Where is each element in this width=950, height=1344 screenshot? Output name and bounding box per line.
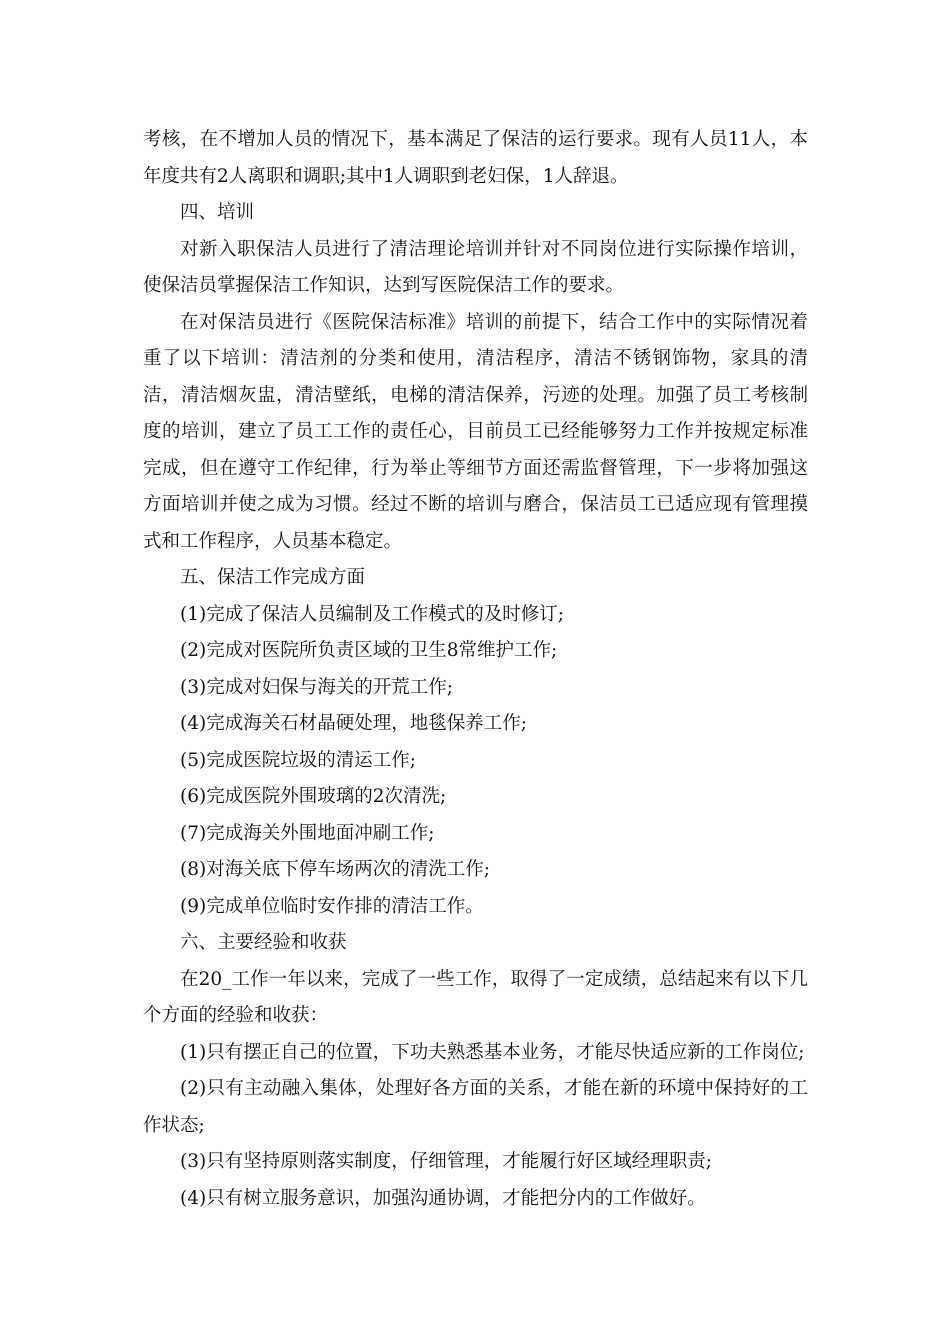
list-item: (3)只有坚持原则落实制度，仔细管理，才能履行好区域经理职责; [180, 1151, 712, 1172]
paragraph-experience-intro: 在20_工作一年以来，完成了一些工作，取得了一定成绩，总结起来有以下几个方面的经验和收获： [143, 968, 808, 1026]
section-heading-cleaning-work: 五、保洁工作完成方面 [180, 567, 366, 588]
list-item: (6)完成医院外围玻璃的2次清洗; [180, 786, 447, 807]
list-item: (9)完成单位临时安作排的清洁工作。 [180, 895, 484, 917]
list-item: (4)完成海关石材晶硬处理，地毯保养工作; [180, 713, 527, 734]
list-item: (1)完成了保洁人员编制及工作模式的及时修订; [180, 603, 564, 625]
paragraph-training-details: 在对保洁员进行《医院保洁标准》培训的前提下，结合工作中的实际情况着重了以下培训：清洁剂的分类和使用，清洁程序，清洁不锈钢饰物，家具的清洁，清洁烟灰盅，清洁壁纸，电梯的清洁保养，污迹的处理。加强了员工考核制度的培训，建立了员工工作的责任心，目前员工已经能够努力工作并按规定标准完成，但在遵守工作纪律，行为举止等细节方面还需监督管理，下一步将加强这方面培训并使之成为习惯。经过不断的培训与磨合，保洁员工已适应现有管理摸式和工作程序，人员基本稳定。 [143, 311, 808, 552]
section-heading-training: 四、培训 [180, 202, 255, 223]
section-heading-experience: 六、主要经验和收获 [180, 932, 347, 953]
list-item: (1)只有摆正自己的位置，下功夫熟悉基本业务，才能尽快适应新的工作岗位; [180, 1041, 805, 1063]
paragraph-continued-staffing: 考核，在不增加人员的情况下，基本满足了保洁的运行要求。现有人员11人，本年度共有2人离职和调职;其中1人调职到老妇保，1人辞退。 [143, 129, 808, 187]
list-item: (2)只有主动融入集体，处理好各方面的关系，才能在新的环境中保持好的工作状态; [143, 1078, 808, 1136]
paragraph-training-intro: 对新入职保洁人员进行了清洁理论培训并针对不同岗位进行实际操作培训，使保洁员掌握保洁工作知识，达到写医院保洁工作的要求。 [143, 238, 808, 296]
list-item: (4)只有树立服务意识，加强沟通协调，才能把分内的工作做好。 [180, 1187, 706, 1209]
list-item: (7)完成海关外围地面冲刷工作; [180, 822, 435, 844]
list-item: (8)对海关底下停车场两次的清洗工作; [180, 859, 490, 880]
document-body [143, 122, 808, 1217]
list-item: (2)完成对医院所负责区域的卫生8常维护工作; [180, 640, 558, 661]
list-item: (5)完成医院垃圾的清运工作; [180, 749, 416, 771]
list-item: (3)完成对妇保与海关的开荒工作; [180, 676, 453, 698]
